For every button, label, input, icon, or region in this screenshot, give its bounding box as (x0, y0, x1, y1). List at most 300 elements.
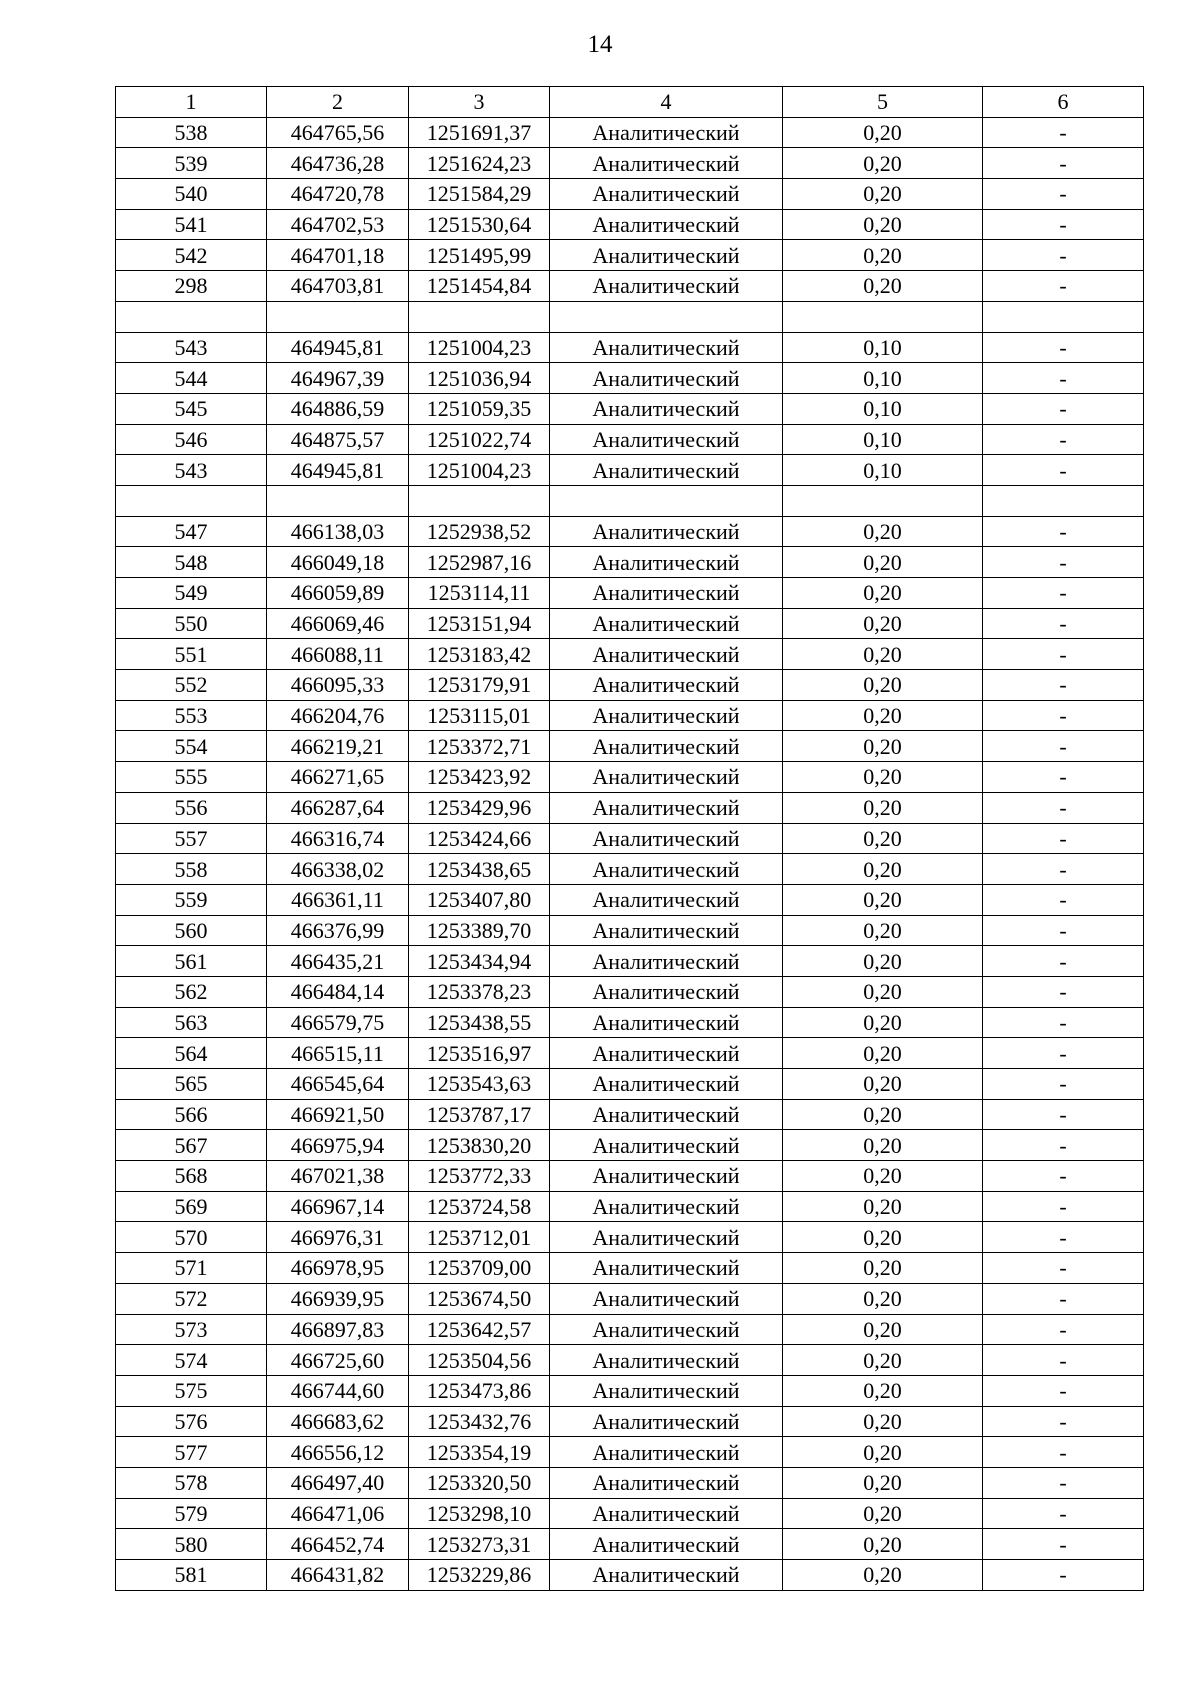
y-coordinate-cell: 1253372,71 (409, 731, 550, 762)
coordinates-table (115, 86, 1144, 1591)
accuracy-cell: 0,20 (783, 1191, 983, 1222)
y-coordinate-cell: 1253298,10 (409, 1498, 550, 1529)
x-coordinate-cell: 466435,21 (267, 946, 409, 977)
y-coordinate-cell: 1251530,64 (409, 209, 550, 240)
accuracy-cell: 0,10 (783, 332, 983, 363)
accuracy-cell: 0,10 (783, 455, 983, 486)
accuracy-cell: 0,20 (783, 1161, 983, 1192)
note-cell: - (983, 1130, 1144, 1161)
table-row (116, 1283, 1144, 1314)
table-row (116, 363, 1144, 394)
method-cell: Аналитический (550, 1498, 783, 1529)
accuracy-cell: 0,10 (783, 363, 983, 394)
table-row (116, 1099, 1144, 1130)
table-row (116, 670, 1144, 701)
table-row (116, 823, 1144, 854)
y-coordinate-cell: 1252987,16 (409, 547, 550, 578)
note-cell: - (983, 854, 1144, 885)
y-coordinate-cell: 1253432,76 (409, 1406, 550, 1437)
x-coordinate-cell: 464945,81 (267, 332, 409, 363)
accuracy-cell: 0,20 (783, 1498, 983, 1529)
accuracy-cell: 0,20 (783, 915, 983, 946)
table-row (116, 608, 1144, 639)
table-row (116, 1437, 1144, 1468)
table-row (116, 1375, 1144, 1406)
table-row (116, 884, 1144, 915)
point-number-cell: 554 (116, 731, 267, 762)
accuracy-cell: 0,20 (783, 1038, 983, 1069)
table-row (116, 209, 1144, 240)
table-separator-row (116, 301, 1144, 332)
accuracy-cell: 0,20 (783, 1437, 983, 1468)
note-cell: - (983, 639, 1144, 670)
method-cell: Аналитический (550, 608, 783, 639)
note-cell: - (983, 1283, 1144, 1314)
note-cell: - (983, 1314, 1144, 1345)
accuracy-cell: 0,20 (783, 854, 983, 885)
accuracy-cell: 0,20 (783, 1099, 983, 1130)
accuracy-cell: 0,20 (783, 179, 983, 210)
method-cell: Аналитический (550, 332, 783, 363)
point-number-cell: 558 (116, 854, 267, 885)
note-cell: - (983, 1529, 1144, 1560)
y-coordinate-cell: 1253473,86 (409, 1375, 550, 1406)
note-cell: - (983, 363, 1144, 394)
x-coordinate-cell: 466271,65 (267, 762, 409, 793)
accuracy-cell: 0,20 (783, 1314, 983, 1345)
x-coordinate-cell: 466556,12 (267, 1437, 409, 1468)
table-row (116, 700, 1144, 731)
header-row (116, 87, 1144, 118)
note-cell: - (983, 1498, 1144, 1529)
note-cell (983, 485, 1144, 516)
accuracy-cell: 0,20 (783, 1529, 983, 1560)
x-coordinate-cell: 464765,56 (267, 117, 409, 148)
accuracy-cell: 0,20 (783, 608, 983, 639)
accuracy-cell: 0,20 (783, 823, 983, 854)
method-cell: Аналитический (550, 1069, 783, 1100)
header-cell-5: 5 (783, 87, 983, 118)
x-coordinate-cell: 466452,74 (267, 1529, 409, 1560)
point-number-cell: 552 (116, 670, 267, 701)
table-body (116, 117, 1144, 1590)
table-row (116, 148, 1144, 179)
method-cell: Аналитический (550, 915, 783, 946)
x-coordinate-cell: 466361,11 (267, 884, 409, 915)
method-cell: Аналитический (550, 1161, 783, 1192)
method-cell: Аналитический (550, 1130, 783, 1161)
x-coordinate-cell: 464736,28 (267, 148, 409, 179)
page-number: 14 (587, 31, 613, 58)
note-cell: - (983, 1406, 1144, 1437)
y-coordinate-cell: 1253504,56 (409, 1345, 550, 1376)
table-row (116, 1069, 1144, 1100)
table-row (116, 1467, 1144, 1498)
note-cell: - (983, 1099, 1144, 1130)
table-row (116, 639, 1144, 670)
point-number-cell: 539 (116, 148, 267, 179)
note-cell: - (983, 762, 1144, 793)
table-row (116, 1560, 1144, 1591)
method-cell: Аналитический (550, 209, 783, 240)
y-coordinate-cell: 1253724,58 (409, 1191, 550, 1222)
x-coordinate-cell: 466725,60 (267, 1345, 409, 1376)
point-number-cell: 568 (116, 1161, 267, 1192)
accuracy-cell: 0,20 (783, 578, 983, 609)
method-cell: Аналитический (550, 1222, 783, 1253)
point-number-cell: 563 (116, 1007, 267, 1038)
method-cell: Аналитический (550, 393, 783, 424)
accuracy-cell: 0,20 (783, 209, 983, 240)
x-coordinate-cell: 466921,50 (267, 1099, 409, 1130)
y-coordinate-cell: 1253114,11 (409, 578, 550, 609)
note-cell: - (983, 1191, 1144, 1222)
x-coordinate-cell: 466497,40 (267, 1467, 409, 1498)
y-coordinate-cell: 1253424,66 (409, 823, 550, 854)
note-cell: - (983, 1222, 1144, 1253)
method-cell: Аналитический (550, 1375, 783, 1406)
x-coordinate-cell: 466204,76 (267, 700, 409, 731)
x-coordinate-cell: 464886,59 (267, 393, 409, 424)
x-coordinate-cell: 467021,38 (267, 1161, 409, 1192)
point-number-cell: 542 (116, 240, 267, 271)
method-cell: Аналитический (550, 1406, 783, 1437)
note-cell: - (983, 823, 1144, 854)
method-cell: Аналитический (550, 547, 783, 578)
accuracy-cell: 0,20 (783, 1283, 983, 1314)
y-coordinate-cell: 1253642,57 (409, 1314, 550, 1345)
table-row (116, 1038, 1144, 1069)
y-coordinate-cell: 1253183,42 (409, 639, 550, 670)
point-number-cell: 571 (116, 1253, 267, 1284)
y-coordinate-cell: 1253378,23 (409, 976, 550, 1007)
point-number-cell: 567 (116, 1130, 267, 1161)
method-cell: Аналитический (550, 1099, 783, 1130)
y-coordinate-cell: 1253423,92 (409, 762, 550, 793)
point-number-cell: 574 (116, 1345, 267, 1376)
point-number-cell: 545 (116, 393, 267, 424)
accuracy-cell: 0,20 (783, 1130, 983, 1161)
header-cell-6: 6 (983, 87, 1144, 118)
method-cell: Аналитический (550, 363, 783, 394)
point-number-cell: 538 (116, 117, 267, 148)
x-coordinate-cell: 464875,57 (267, 424, 409, 455)
method-cell: Аналитический (550, 240, 783, 271)
table-row (116, 240, 1144, 271)
header-cell-1: 1 (116, 87, 267, 118)
point-number-cell: 543 (116, 332, 267, 363)
method-cell: Аналитический (550, 639, 783, 670)
table-row (116, 1161, 1144, 1192)
x-coordinate-cell: 466471,06 (267, 1498, 409, 1529)
method-cell: Аналитический (550, 271, 783, 302)
note-cell: - (983, 792, 1144, 823)
y-coordinate-cell: 1251495,99 (409, 240, 550, 271)
accuracy-cell: 0,20 (783, 762, 983, 793)
y-coordinate-cell: 1251059,35 (409, 393, 550, 424)
point-number-cell: 561 (116, 946, 267, 977)
x-coordinate-cell: 466376,99 (267, 915, 409, 946)
table-row (116, 455, 1144, 486)
x-coordinate-cell: 466976,31 (267, 1222, 409, 1253)
x-coordinate-cell: 466088,11 (267, 639, 409, 670)
note-cell: - (983, 1253, 1144, 1284)
note-cell: - (983, 1007, 1144, 1038)
accuracy-cell: 0,20 (783, 117, 983, 148)
point-number-cell: 541 (116, 209, 267, 240)
x-coordinate-cell: 466579,75 (267, 1007, 409, 1038)
table-row (116, 332, 1144, 363)
point-number-cell: 578 (116, 1467, 267, 1498)
method-cell: Аналитический (550, 792, 783, 823)
accuracy-cell: 0,20 (783, 148, 983, 179)
note-cell: - (983, 393, 1144, 424)
note-cell: - (983, 455, 1144, 486)
y-coordinate-cell: 1253772,33 (409, 1161, 550, 1192)
table-row (116, 547, 1144, 578)
method-cell: Аналитический (550, 1007, 783, 1038)
accuracy-cell: 0,20 (783, 271, 983, 302)
y-coordinate-cell (409, 301, 550, 332)
x-coordinate-cell: 466515,11 (267, 1038, 409, 1069)
y-coordinate-cell: 1253709,00 (409, 1253, 550, 1284)
accuracy-cell: 0,20 (783, 670, 983, 701)
x-coordinate-cell: 464703,81 (267, 271, 409, 302)
y-coordinate-cell: 1253229,86 (409, 1560, 550, 1591)
method-cell (550, 485, 783, 516)
note-cell: - (983, 1437, 1144, 1468)
table-row (116, 1406, 1144, 1437)
table-row (116, 578, 1144, 609)
method-cell (550, 301, 783, 332)
x-coordinate-cell: 466219,21 (267, 731, 409, 762)
method-cell: Аналитический (550, 1560, 783, 1591)
header-cell-3: 3 (409, 87, 550, 118)
y-coordinate-cell: 1253179,91 (409, 670, 550, 701)
x-coordinate-cell: 466683,62 (267, 1406, 409, 1437)
note-cell: - (983, 670, 1144, 701)
method-cell: Аналитический (550, 731, 783, 762)
x-coordinate-cell: 466059,89 (267, 578, 409, 609)
accuracy-cell: 0,20 (783, 1467, 983, 1498)
point-number-cell: 566 (116, 1099, 267, 1130)
method-cell: Аналитический (550, 1314, 783, 1345)
note-cell: - (983, 240, 1144, 271)
table-row (116, 1253, 1144, 1284)
x-coordinate-cell: 466287,64 (267, 792, 409, 823)
x-coordinate-cell: 466431,82 (267, 1560, 409, 1591)
y-coordinate-cell: 1253438,55 (409, 1007, 550, 1038)
header-cell-4: 4 (550, 87, 783, 118)
x-coordinate-cell: 466316,74 (267, 823, 409, 854)
accuracy-cell: 0,20 (783, 1222, 983, 1253)
x-coordinate-cell: 464945,81 (267, 455, 409, 486)
note-cell: - (983, 1560, 1144, 1591)
method-cell: Аналитический (550, 884, 783, 915)
table-row (116, 792, 1144, 823)
point-number-cell: 547 (116, 516, 267, 547)
y-coordinate-cell: 1251584,29 (409, 179, 550, 210)
x-coordinate-cell (267, 301, 409, 332)
method-cell: Аналитический (550, 1345, 783, 1376)
accuracy-cell: 0,20 (783, 731, 983, 762)
table-row (116, 1222, 1144, 1253)
method-cell: Аналитический (550, 1529, 783, 1560)
note-cell: - (983, 179, 1144, 210)
note-cell: - (983, 516, 1144, 547)
x-coordinate-cell: 466967,14 (267, 1191, 409, 1222)
accuracy-cell: 0,20 (783, 516, 983, 547)
y-coordinate-cell: 1253438,65 (409, 854, 550, 885)
note-cell: - (983, 578, 1144, 609)
table-row (116, 1314, 1144, 1345)
note-cell: - (983, 700, 1144, 731)
x-coordinate-cell: 466069,46 (267, 608, 409, 639)
point-number-cell: 555 (116, 762, 267, 793)
accuracy-cell: 0,20 (783, 976, 983, 1007)
note-cell: - (983, 884, 1144, 915)
table-row (116, 946, 1144, 977)
method-cell: Аналитический (550, 455, 783, 486)
note-cell: - (983, 332, 1144, 363)
point-number-cell: 581 (116, 1560, 267, 1591)
accuracy-cell: 0,20 (783, 547, 983, 578)
point-number-cell: 565 (116, 1069, 267, 1100)
method-cell: Аналитический (550, 1038, 783, 1069)
point-number-cell: 557 (116, 823, 267, 854)
table-row (116, 393, 1144, 424)
table-row (116, 117, 1144, 148)
accuracy-cell: 0,20 (783, 1406, 983, 1437)
table-row (116, 915, 1144, 946)
accuracy-cell: 0,20 (783, 1560, 983, 1591)
point-number-cell: 544 (116, 363, 267, 394)
point-number-cell (116, 301, 267, 332)
point-number-cell: 564 (116, 1038, 267, 1069)
table-row (116, 179, 1144, 210)
accuracy-cell: 0,20 (783, 1253, 983, 1284)
accuracy-cell (783, 301, 983, 332)
y-coordinate-cell: 1251004,23 (409, 455, 550, 486)
y-coordinate-cell: 1251004,23 (409, 332, 550, 363)
table-row (116, 976, 1144, 1007)
x-coordinate-cell: 466545,64 (267, 1069, 409, 1100)
point-number-cell: 573 (116, 1314, 267, 1345)
note-cell: - (983, 209, 1144, 240)
y-coordinate-cell: 1253151,94 (409, 608, 550, 639)
table-row (116, 762, 1144, 793)
accuracy-cell: 0,20 (783, 240, 983, 271)
method-cell: Аналитический (550, 424, 783, 455)
y-coordinate-cell: 1251691,37 (409, 117, 550, 148)
method-cell: Аналитический (550, 670, 783, 701)
y-coordinate-cell: 1253516,97 (409, 1038, 550, 1069)
point-number-cell: 570 (116, 1222, 267, 1253)
x-coordinate-cell: 466978,95 (267, 1253, 409, 1284)
point-number-cell: 572 (116, 1283, 267, 1314)
point-number-cell: 569 (116, 1191, 267, 1222)
point-number-cell: 576 (116, 1406, 267, 1437)
x-coordinate-cell: 466484,14 (267, 976, 409, 1007)
point-number-cell: 550 (116, 608, 267, 639)
y-coordinate-cell: 1253273,31 (409, 1529, 550, 1560)
x-coordinate-cell: 466095,33 (267, 670, 409, 701)
note-cell: - (983, 1345, 1144, 1376)
x-coordinate-cell (267, 485, 409, 516)
note-cell: - (983, 1161, 1144, 1192)
accuracy-cell: 0,20 (783, 1345, 983, 1376)
method-cell: Аналитический (550, 148, 783, 179)
method-cell: Аналитический (550, 762, 783, 793)
method-cell: Аналитический (550, 1437, 783, 1468)
table-row (116, 1345, 1144, 1376)
y-coordinate-cell: 1253674,50 (409, 1283, 550, 1314)
point-number-cell: 549 (116, 578, 267, 609)
table-row (116, 271, 1144, 302)
header-cell-2: 2 (267, 87, 409, 118)
method-cell: Аналитический (550, 179, 783, 210)
point-number-cell: 580 (116, 1529, 267, 1560)
point-number-cell: 553 (116, 700, 267, 731)
point-number-cell: 579 (116, 1498, 267, 1529)
point-number-cell: 560 (116, 915, 267, 946)
accuracy-cell: 0,20 (783, 1375, 983, 1406)
point-number-cell: 559 (116, 884, 267, 915)
accuracy-cell: 0,10 (783, 424, 983, 455)
note-cell: - (983, 1375, 1144, 1406)
y-coordinate-cell: 1253712,01 (409, 1222, 550, 1253)
x-coordinate-cell: 466138,03 (267, 516, 409, 547)
note-cell: - (983, 1069, 1144, 1100)
method-cell: Аналитический (550, 1191, 783, 1222)
y-coordinate-cell: 1253787,17 (409, 1099, 550, 1130)
method-cell: Аналитический (550, 1283, 783, 1314)
note-cell: - (983, 424, 1144, 455)
y-coordinate-cell: 1253389,70 (409, 915, 550, 946)
method-cell: Аналитический (550, 1467, 783, 1498)
note-cell: - (983, 547, 1144, 578)
note-cell: - (983, 148, 1144, 179)
y-coordinate-cell: 1253830,20 (409, 1130, 550, 1161)
table-row (116, 1529, 1144, 1560)
x-coordinate-cell: 466049,18 (267, 547, 409, 578)
y-coordinate-cell: 1253543,63 (409, 1069, 550, 1100)
note-cell: - (983, 1467, 1144, 1498)
point-number-cell: 548 (116, 547, 267, 578)
method-cell: Аналитический (550, 946, 783, 977)
y-coordinate-cell: 1253354,19 (409, 1437, 550, 1468)
y-coordinate-cell: 1253429,96 (409, 792, 550, 823)
method-cell: Аналитический (550, 117, 783, 148)
point-number-cell: 546 (116, 424, 267, 455)
note-cell: - (983, 271, 1144, 302)
note-cell: - (983, 915, 1144, 946)
accuracy-cell: 0,20 (783, 700, 983, 731)
accuracy-cell: 0,20 (783, 1007, 983, 1038)
x-coordinate-cell: 466338,02 (267, 854, 409, 885)
point-number-cell: 562 (116, 976, 267, 1007)
note-cell: - (983, 1038, 1144, 1069)
point-number-cell: 551 (116, 639, 267, 670)
method-cell: Аналитический (550, 516, 783, 547)
x-coordinate-cell: 466975,94 (267, 1130, 409, 1161)
table-row (116, 1130, 1144, 1161)
x-coordinate-cell: 466897,83 (267, 1314, 409, 1345)
y-coordinate-cell: 1251624,23 (409, 148, 550, 179)
accuracy-cell: 0,20 (783, 1069, 983, 1100)
method-cell: Аналитический (550, 823, 783, 854)
table-row (116, 424, 1144, 455)
